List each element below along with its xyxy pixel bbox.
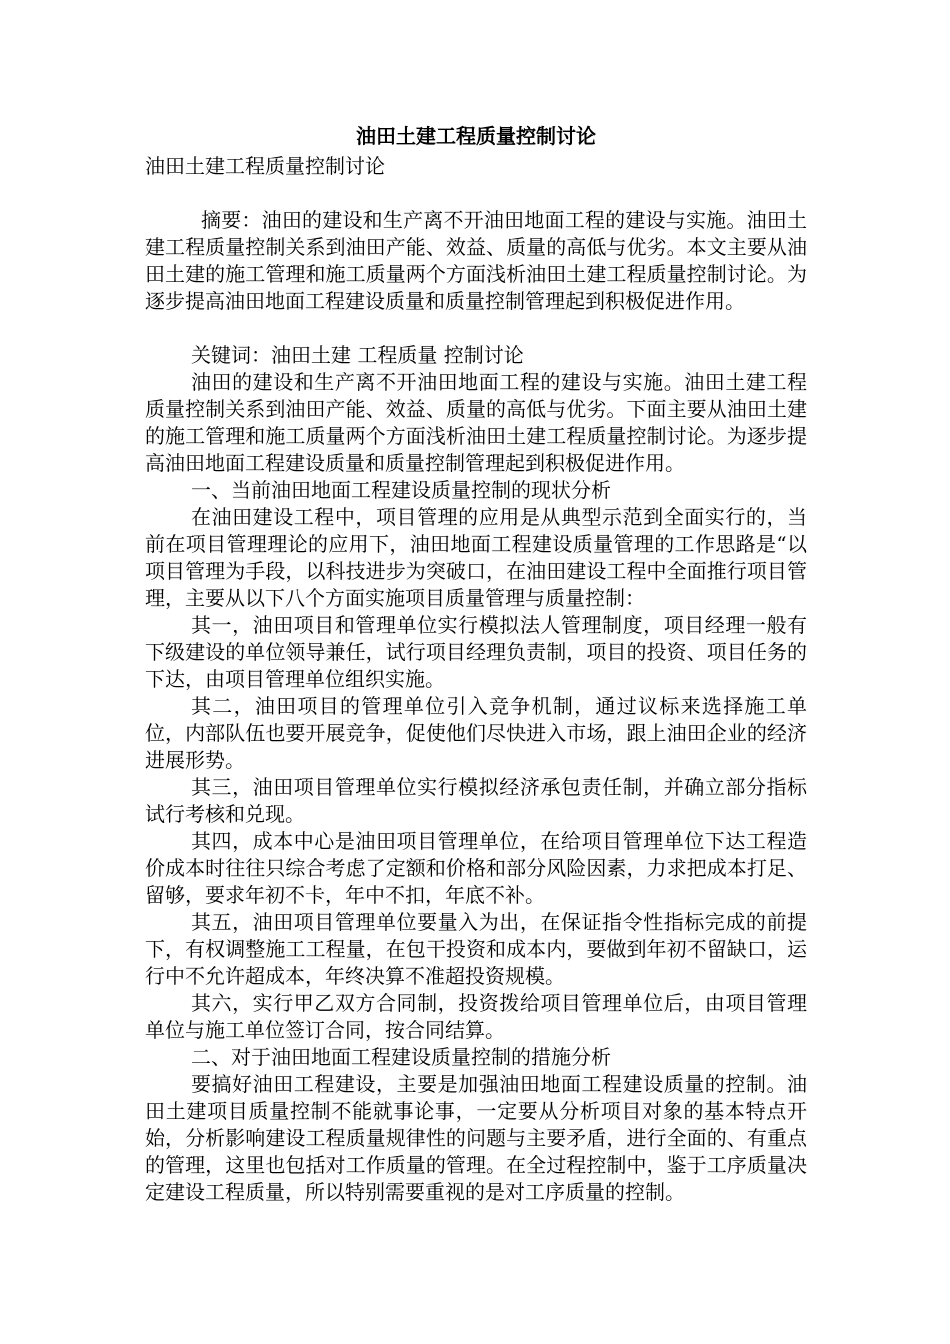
blank-line	[145, 315, 807, 342]
point-6-paragraph: 其六，实行甲乙双方合同制，投资拨给项目管理单位后，由项目管理单位与施工单位签订合同，按合同结算。	[145, 991, 807, 1042]
section-2-heading: 二、对于油田地面工程建设质量控制的措施分析	[191, 1045, 611, 1069]
point-4-paragraph: 其四，成本中心是油田项目管理单位，在给项目管理单位下达工程造价成本时往往只综合考虑了定额和价格和部分风险因素，力求把成本打足、留够，要求年初不卡，年中不扣，年底不补。	[145, 829, 807, 907]
intro-paragraph: 油田的建设和生产离不开油田地面工程的建设与实施。油田土建工程质量控制关系到油田产能、效益、质量的高低与优劣。下面主要从油田土建的施工管理和施工质量两个方面浅析油田土建工程质量控制讨论。为逐步提高油田地面工程建设质量和质量控制管理起到积极促进作用。	[145, 370, 807, 475]
point-3-paragraph: 其三，油田项目管理单位实行模拟经济承包责任制，并确立部分指标试行考核和兑现。	[145, 775, 807, 826]
point-1-paragraph: 其一，油田项目和管理单位实行模拟法人管理制度，项目经理一般有下级建设的单位领导兼任，试行项目经理负责制，项目的投资、项目任务的下达，由项目管理单位组织实施。	[145, 613, 807, 691]
point-2-paragraph: 其二，油田项目的管理单位引入竞争机制，通过议标来选择施工单位，内部队伍也要开展竞争，促使他们尽快进入市场，跟上油田企业的经济进展形势。	[145, 694, 807, 772]
document-subtitle: 油田土建工程质量控制讨论	[145, 154, 385, 178]
keywords-line: 关键词：油田土建 工程质量 控制讨论	[191, 343, 524, 367]
document-title: 油田土建工程质量控制讨论	[356, 124, 596, 148]
abstract-paragraph: 摘要：油田的建设和生产离不开油田地面工程的建设与实施。油田土建工程质量控制关系到油田产能、效益、质量的高低与优劣。本文主要从油田土建的施工管理和施工质量两个方面浅析油田土建工程质量控制讨论。为逐步提高油田地面工程建设质量和质量控制管理起到积极促进作用。	[145, 208, 807, 313]
point-5-paragraph: 其五，油田项目管理单位要量入为出，在保证指令性指标完成的前提下，有权调整施工工程量，在包干投资和成本内，要做到年初不留缺口，运行中不允许超成本，年终决算不准超投资规模。	[145, 910, 807, 988]
section-2-paragraph: 要搞好油田工程建设，主要是加强油田地面工程建设质量的控制。油田土建项目质量控制不能就事论事，一定要从分析项目对象的基本特点开始，分析影响建设工程质量规律性的问题与主要矛盾，进行全面的、有重点的管理，这里也包括对工作质量的管理。在全过程控制中，鉴于工序质量决定建设工程质量，所以特别需要重视的是对工序质量的控制。	[145, 1072, 807, 1204]
document-page	[145, 120, 807, 1206]
section-1-heading: 一、当前油田地面工程建设质量控制的现状分析	[191, 478, 611, 502]
blank-line	[145, 180, 807, 207]
section-1-paragraph: 在油田建设工程中，项目管理的应用是从典型示范到全面实行的，当前在项目管理理论的应用下，油田地面工程建设质量管理的工作思路是“以项目管理为手段，以科技进步为突破口，在油田建设工程中全面推行项目管理，主要从以下八个方面实施项目质量管理与质量控制：	[145, 505, 807, 610]
